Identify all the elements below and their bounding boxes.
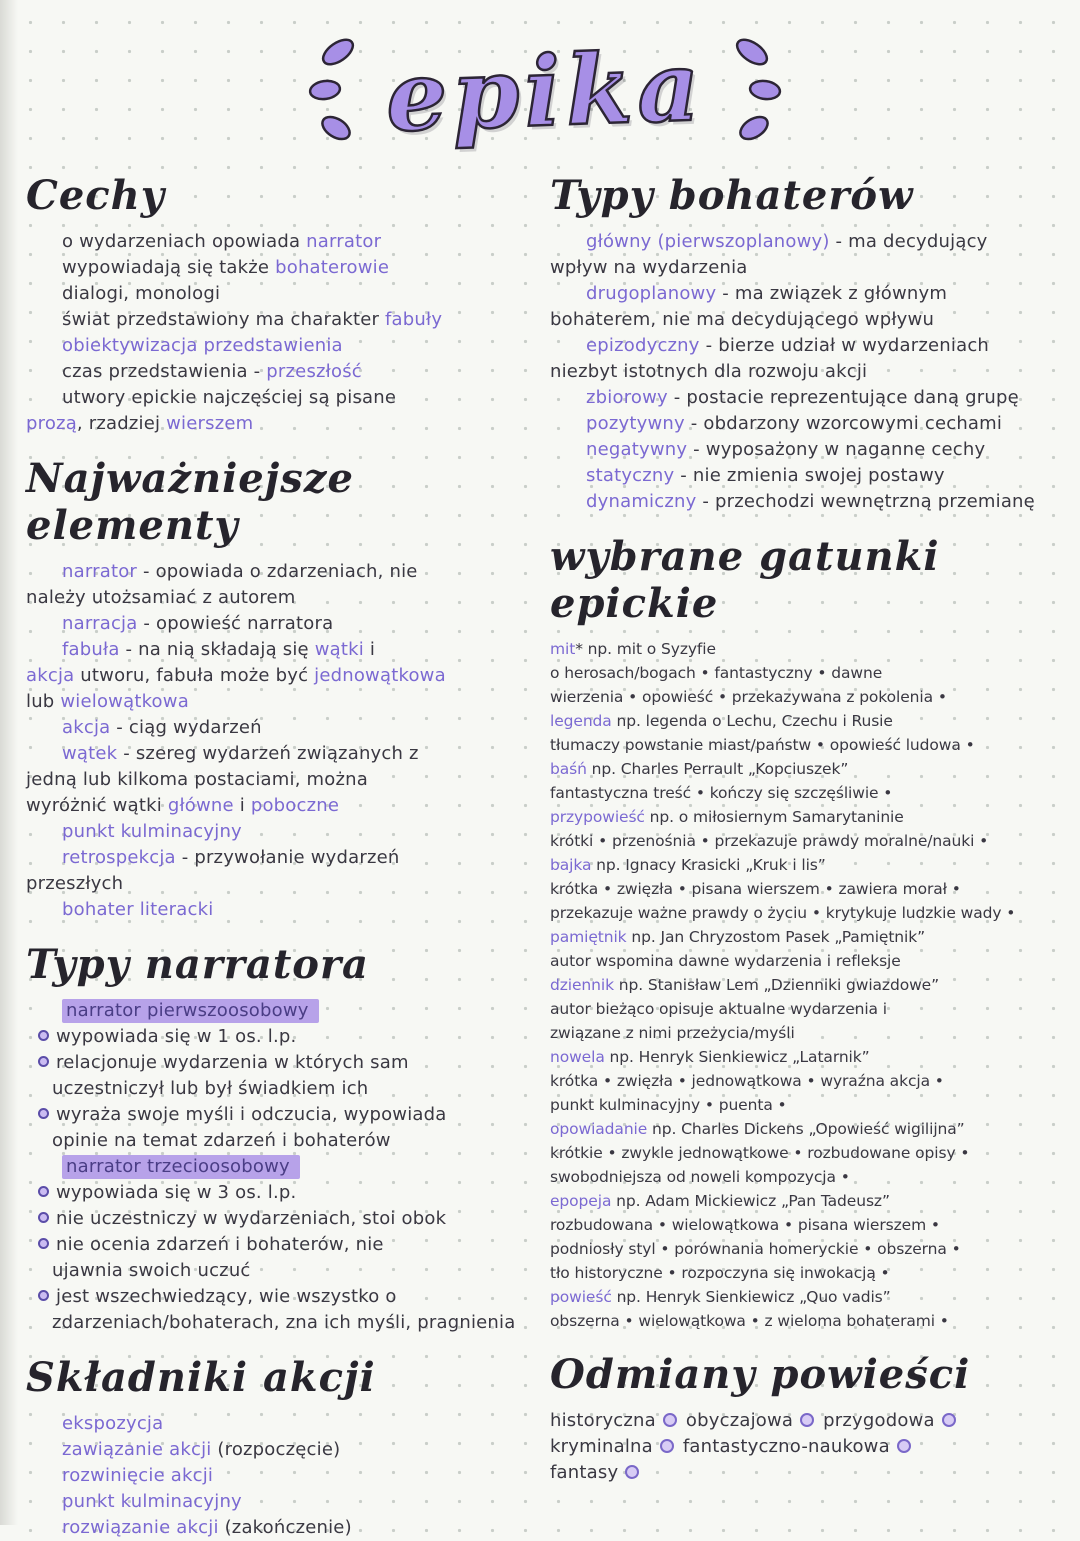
note-text: utwory epickie najczęściej są pisane [62, 387, 397, 408]
note-line [26, 998, 532, 1024]
note-line [26, 1102, 532, 1128]
note-text: swobodniejsza od noweli kompozycja • [550, 1168, 850, 1186]
keyword-text: akcja [26, 665, 75, 686]
note-text: wypowiada się w 3 os. l.p. [56, 1182, 297, 1203]
note-text: nie ocenia zdarzeń i bohaterów, nie [56, 1234, 384, 1255]
note-text: - nie zmienia swojej postawy [674, 465, 945, 486]
keyword-text: fabuła [62, 639, 120, 660]
note-text: obszerna • wielowątkowa • z wieloma bohaterami • [550, 1312, 949, 1330]
bullet-icon [38, 1108, 49, 1119]
note-text: świat przedstawiony ma charakter [62, 309, 385, 330]
note-line [550, 307, 1064, 333]
note-line [550, 229, 1064, 255]
note-line [550, 853, 1064, 877]
keyword-text: wątek [62, 743, 118, 764]
note-text: o herosach/bogach • fantastyczny • dawne [550, 664, 883, 682]
page-title-row [26, 12, 1064, 170]
keyword-text: wątki [314, 639, 364, 660]
note-line [550, 1408, 1064, 1434]
note-text: tło historyczne • rozpoczyna się inwokacją • [550, 1264, 890, 1282]
note-text: wypowiadają się także [62, 257, 276, 278]
keyword-text: dynamiczny [586, 491, 697, 512]
note-line [26, 793, 532, 819]
keyword-text: nowela [550, 1048, 605, 1066]
note-line [26, 611, 532, 637]
note-text: bohaterem, nie ma decydującego wpływu [550, 309, 935, 330]
note-line [26, 255, 532, 281]
note-text: opinie na temat zdarzeń i bohaterów [52, 1130, 391, 1151]
note-line [550, 949, 1064, 973]
note-text: wyróżnić wątki [26, 795, 168, 816]
note-text: krótkie • zwykle jednowątkowe • rozbudowane opisy • [550, 1144, 970, 1162]
section-body [26, 559, 532, 923]
note-text: np. Charles Perrault „Kopciuszek” [586, 760, 849, 778]
note-text: i [233, 795, 251, 816]
note-line [26, 1258, 532, 1284]
note-line [26, 229, 532, 255]
keyword-text: jednowątkowa [314, 665, 446, 686]
note-text: np. Jan Chryzostom Pasek „Pamiętnik” [626, 928, 926, 946]
keyword-text: epizodyczny [586, 335, 700, 356]
note-line [550, 1141, 1064, 1165]
note-text: czas przedstawienia - [62, 361, 267, 382]
keyword-text: mit [550, 640, 576, 658]
note-text: kryminalna [550, 1436, 653, 1457]
ring-bullet-icon [663, 1413, 677, 1427]
note-text: relacjonuje wydarzenia w których sam [56, 1052, 409, 1073]
section-body [550, 1408, 1064, 1486]
keyword-text: opowiadanie [550, 1120, 648, 1138]
note-text: wierzenia • opowieść • przekazywana z pokolenia • [550, 688, 947, 706]
note-text: - wyposażony w naganne cechy [687, 439, 986, 460]
keyword-text: pozytywny [586, 413, 685, 434]
note-line [26, 1024, 532, 1050]
note-line [26, 715, 532, 741]
keyword-text: punkt kulminacyjny [62, 1491, 242, 1512]
note-line [550, 877, 1064, 901]
ring-bullet-icon [942, 1413, 956, 1427]
keyword-text: epopeja [550, 1192, 612, 1210]
note-text: autor bieżąco opisuje aktualne wydarzenia i [550, 1000, 887, 1018]
note-line [550, 637, 1064, 661]
keyword-text: rozwinięcie akcji [62, 1465, 214, 1486]
keyword-text: wielowątkowa [60, 691, 189, 712]
note-text: zdarzeniach/bohaterach, zna ich myśli, pragnienia [52, 1312, 516, 1333]
note-text: fantastyczno-naukowa [682, 1436, 890, 1457]
note-text: rozbudowana • wielowątkowa • pisana wierszem • [550, 1216, 940, 1234]
note-text: ujawnia swoich uczuć [52, 1260, 251, 1281]
section-heading: Cechy [26, 172, 165, 219]
note-text: fantasy [550, 1462, 619, 1483]
keyword-text: drugoplanowy [586, 283, 717, 304]
note-line [26, 585, 532, 611]
note-line [550, 1117, 1064, 1141]
keyword-text: przeszłość [266, 361, 362, 382]
note-line [550, 1237, 1064, 1261]
left-column [26, 170, 532, 1541]
note-text: - na nią składają się [119, 639, 315, 660]
section-body [550, 637, 1064, 1333]
note-text: np. Adam Mickiewicz „Pan Tadeusz” [611, 1192, 890, 1210]
keyword-text: narracja [62, 613, 138, 634]
ring-bullet-icon [625, 1465, 639, 1479]
keyword-text: punkt kulminacyjny [62, 821, 242, 842]
note-line [26, 819, 532, 845]
note-line [26, 1076, 532, 1102]
bullet-icon [38, 1290, 49, 1301]
note-line [26, 411, 532, 437]
section-body [26, 1411, 532, 1541]
note-line [26, 307, 532, 333]
note-text: np. Henryk Sienkiewicz „Latarnik” [604, 1048, 870, 1066]
note-text: i [363, 639, 376, 660]
note-line [26, 1154, 532, 1180]
note-line [550, 685, 1064, 709]
note-text: np. Ignacy Krasicki „Kruk i lis” [591, 856, 826, 874]
flourish-right-icon [734, 32, 792, 150]
note-text: należy utożsamiać z autorem [26, 587, 296, 608]
note-text: - ciąg wydarzeń [110, 717, 262, 738]
note-line [550, 281, 1064, 307]
keyword-text: poboczne [250, 795, 340, 816]
note-text: - postacie reprezentujące daną grupę [667, 387, 1019, 408]
page-title: epika [383, 28, 707, 154]
note-line [550, 1093, 1064, 1117]
note-text: przeszłych [26, 873, 124, 894]
note-line [26, 767, 532, 793]
note-text: autor wspomina dawne wydarzenia i refleksje [550, 952, 901, 970]
bullet-icon [38, 1238, 49, 1249]
keyword-text: bohaterowie [275, 257, 390, 278]
note-line [550, 489, 1064, 515]
section-body [26, 998, 532, 1336]
note-line [26, 689, 532, 715]
note-line [550, 1045, 1064, 1069]
note-text: krótka • zwięzła • jednowątkowa • wyraźna akcja • [550, 1072, 944, 1090]
section-heading: Najważniejsze elementy [26, 455, 354, 549]
note-line [550, 463, 1064, 489]
note-text: niezbyt istotnych dla rozwoju akcji [550, 361, 868, 382]
note-line [550, 1309, 1064, 1333]
note-text: - bierze udział w wydarzeniach [699, 335, 990, 356]
note-text: - szereg wydarzeń związanych z [117, 743, 419, 764]
keyword-text: narrator [306, 231, 382, 252]
keyword-text: dziennik [550, 976, 614, 994]
note-text: jest wszechwiedzący, wie wszystko o [56, 1286, 397, 1307]
note-text: wypowiada się w 1 os. l.p. [56, 1026, 297, 1047]
note-text: krótka • zwięzła • pisana wierszem • zawiera morał • [550, 880, 961, 898]
note-text: wpływ na wydarzenia [550, 257, 748, 278]
section-body [26, 229, 532, 437]
note-text: uczestniczył lub był świadkiem ich [52, 1078, 369, 1099]
note-text: - opowieść narratora [137, 613, 334, 634]
section-heading: Odmiany powieści [550, 1351, 971, 1398]
note-text: obyczajowa [685, 1410, 794, 1431]
note-text: np. o miłosiernym Samarytaninie [644, 808, 904, 826]
section-typy-bohaterow [550, 172, 1064, 515]
note-line [26, 1232, 532, 1258]
note-text: - obdarzony wzorcowymi cechami [684, 413, 1003, 434]
note-line [26, 385, 532, 411]
highlight-strip [62, 999, 319, 1023]
keyword-text: retrospekcja [62, 847, 176, 868]
note-line [550, 901, 1064, 925]
note-line [550, 1069, 1064, 1093]
note-line [26, 1284, 532, 1310]
bullet-icon [38, 1056, 49, 1067]
note-text: - przechodzi wewnętrzną przemianę [696, 491, 1035, 512]
note-text: - przywołanie wydarzeń [175, 847, 400, 868]
note-line [550, 661, 1064, 685]
note-line [550, 1434, 1064, 1460]
note-text: (zakończenie) [218, 1517, 352, 1538]
keyword-text: główne [167, 795, 234, 816]
note-text: np. Henryk Sienkiewicz „Quo vadis” [611, 1288, 891, 1306]
bullet-icon [38, 1186, 49, 1197]
ring-bullet-icon [660, 1439, 674, 1453]
ring-bullet-icon [897, 1439, 911, 1453]
note-text: * np. mit o Syzyfie [575, 640, 716, 658]
note-text: lub [26, 691, 61, 712]
note-text: narrator trzecioosobowy [66, 1156, 290, 1177]
columns [26, 170, 1064, 1541]
note-text: (rozpoczęcie) [211, 1439, 341, 1460]
note-line [26, 559, 532, 585]
keyword-text: prozą [26, 413, 77, 434]
keyword-text: obiektywizacja przedstawienia [62, 335, 343, 356]
note-line [550, 1189, 1064, 1213]
note-line [550, 1021, 1064, 1045]
note-line [26, 663, 532, 689]
note-text: punkt kulminacyjny • puenta • [550, 1096, 787, 1114]
section-heading: wybrane gatunki epickie [550, 533, 940, 627]
keyword-text: legenda [550, 712, 612, 730]
keyword-text: fabuły [385, 309, 443, 330]
section-skladniki-akcji [26, 1354, 532, 1541]
section-cechy [26, 172, 532, 437]
ring-bullet-icon [800, 1413, 814, 1427]
note-line [26, 1489, 532, 1515]
note-line [550, 1261, 1064, 1285]
note-line [550, 733, 1064, 757]
note-line [26, 871, 532, 897]
note-line [26, 1180, 532, 1206]
keyword-text: zbiorowy [586, 387, 668, 408]
section-najwazniejsze-elementy [26, 455, 532, 923]
keyword-text: akcja [62, 717, 111, 738]
note-line [550, 437, 1064, 463]
note-text: - ma decydujący [829, 231, 988, 252]
note-text: tłumaczy powstanie miast/państw • opowieść ludowa • [550, 736, 975, 754]
note-text: narrator pierwszoosobowy [66, 1000, 309, 1021]
keyword-text: baśń [550, 760, 587, 778]
note-line [550, 1285, 1064, 1309]
note-text: historyczna [550, 1410, 656, 1431]
section-wybrane-gatunki-epickie [550, 533, 1064, 1333]
right-column [550, 170, 1064, 1486]
note-text: przygodowa [823, 1410, 935, 1431]
keyword-text: narrator [62, 561, 138, 582]
note-text: np. Charles Dickens „Opowieść wigilijna” [647, 1120, 965, 1138]
note-line [26, 281, 532, 307]
section-heading: Typy bohaterów [550, 172, 914, 219]
keyword-text: statyczny [586, 465, 675, 486]
keyword-text: powieść [550, 1288, 612, 1306]
note-line [550, 385, 1064, 411]
note-line [550, 1213, 1064, 1237]
section-body [550, 229, 1064, 515]
note-text: nie uczestniczy w wydarzeniach, stoi obok [56, 1208, 447, 1229]
note-line [550, 333, 1064, 359]
note-line [550, 709, 1064, 733]
note-line [26, 845, 532, 871]
keyword-text: główny (pierwszoplanowy) [586, 231, 830, 252]
keyword-text: negatywny [586, 439, 688, 460]
note-line [26, 1437, 532, 1463]
keyword-text: wierszem [166, 413, 254, 434]
note-line [26, 1128, 532, 1154]
note-line [550, 1460, 1064, 1486]
section-heading: Typy narratora [26, 941, 369, 988]
note-text: przekazuje ważne prawdy o życiu • krytykuje ludzkie wady • [550, 904, 1016, 922]
note-line [26, 1050, 532, 1076]
note-line [550, 359, 1064, 385]
flourish-left-icon [298, 32, 356, 150]
note-line [26, 741, 532, 767]
note-line [550, 255, 1064, 281]
note-line [26, 333, 532, 359]
section-odmiany-powiesci [550, 1351, 1064, 1486]
note-line [550, 997, 1064, 1021]
note-text: dialogi, monologi [62, 283, 221, 304]
note-line [26, 1310, 532, 1336]
note-text: , rzadziej [76, 413, 167, 434]
note-line [550, 1165, 1064, 1189]
note-line [26, 637, 532, 663]
note-line [26, 897, 532, 923]
note-line [550, 411, 1064, 437]
note-line [550, 925, 1064, 949]
note-text: jedną lub kilkoma postaciami, można [26, 769, 368, 790]
keyword-text: ekspozycja [62, 1413, 164, 1434]
note-line [26, 1206, 532, 1232]
note-line [550, 829, 1064, 853]
keyword-text: przypowieść [550, 808, 645, 826]
note-text: np. Stanisław Lem „Dzienniki gwiazdowe” [613, 976, 940, 994]
highlight-strip [62, 1155, 300, 1179]
keyword-text: zawiązanie akcji [62, 1439, 212, 1460]
note-line [550, 757, 1064, 781]
note-text: wyraża swoje myśli i odczucia, wypowiada [56, 1104, 447, 1125]
bullet-icon [38, 1030, 49, 1041]
note-line [26, 1411, 532, 1437]
section-typy-narratora [26, 941, 532, 1336]
note-text: utworu, fabuła może być [74, 665, 315, 686]
note-line [550, 973, 1064, 997]
keyword-text: bohater literacki [62, 899, 214, 920]
note-text: fantastyczna treść • kończy się szczęśliwie • [550, 784, 893, 802]
note-line [550, 805, 1064, 829]
note-text: związane z nimi przeżycia/myśli [550, 1024, 795, 1042]
note-line [550, 781, 1064, 805]
note-text: podniosły styl • porównania homeryckie • obszerna • [550, 1240, 961, 1258]
section-heading: Składniki akcji [26, 1354, 376, 1401]
note-text: - opowiada o zdarzeniach, nie [137, 561, 418, 582]
note-text: np. legenda o Lechu, Czechu i Rusie [611, 712, 893, 730]
note-text: - ma związek z głównym [716, 283, 948, 304]
bullet-icon [38, 1212, 49, 1223]
note-line [26, 1515, 532, 1541]
note-line [26, 359, 532, 385]
keyword-text: rozwiązanie akcji [62, 1517, 219, 1538]
note-text: o wydarzeniach opowiada [62, 231, 307, 252]
note-text: krótki • przenośnia • przekazuje prawdy moralne/nauki • [550, 832, 989, 850]
keyword-text: bajka [550, 856, 592, 874]
keyword-text: pamiętnik [550, 928, 627, 946]
note-line [26, 1463, 532, 1489]
